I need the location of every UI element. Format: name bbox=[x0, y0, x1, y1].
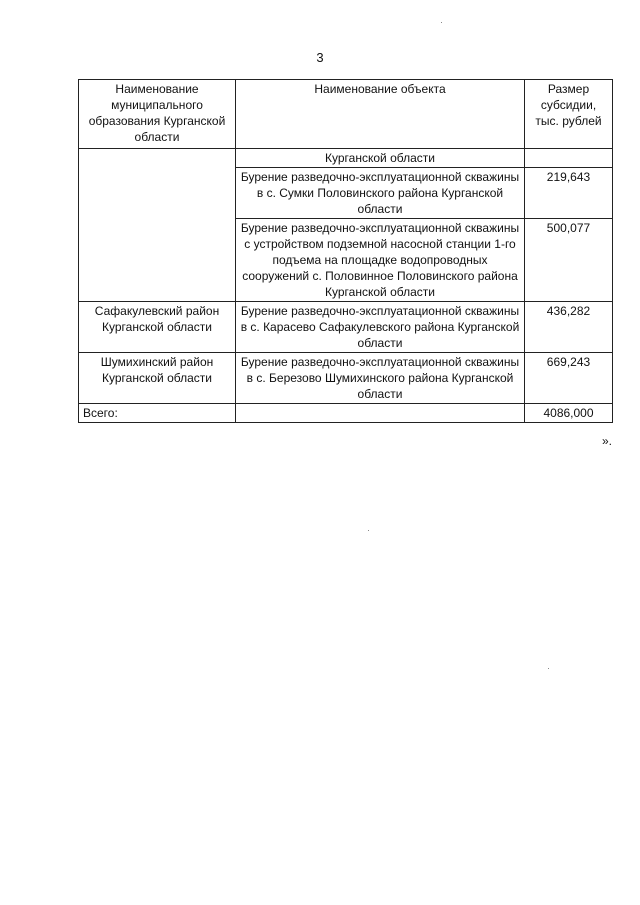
closing-quote-mark: ». bbox=[602, 434, 613, 448]
cell-amount: 669,243 bbox=[525, 353, 613, 404]
cell-amount bbox=[525, 149, 613, 168]
table-row bbox=[79, 353, 613, 404]
scan-speck bbox=[441, 22, 442, 23]
cell-amount: 436,282 bbox=[525, 302, 613, 353]
cell-object: Бурение разведочно-эксплуатационной скважины с устройством подземной насосной станции 1-го подъема на площадке водопроводных сооружений с. Половинное Половинского района Курганской области bbox=[236, 219, 525, 302]
page-number: 3 bbox=[316, 50, 324, 65]
total-object bbox=[236, 404, 525, 423]
cell-municipality: Сафакулевский район Курганской области bbox=[79, 302, 236, 353]
total-amount: 4086,000 bbox=[525, 404, 613, 423]
header-municipality: Наименование муниципального образования Курганской области bbox=[79, 80, 236, 149]
scan-speck bbox=[368, 530, 369, 531]
subsidy-table bbox=[78, 79, 613, 423]
scan-speck bbox=[548, 668, 549, 669]
cell-object: Бурение разведочно-эксплуатационной скважины в с. Сумки Половинского района Курганской области bbox=[236, 168, 525, 219]
cell-object: Бурение разведочно-эксплуатационной скважины в с. Карасево Сафакулевского района Курганской области bbox=[236, 302, 525, 353]
cell-amount: 219,643 bbox=[525, 168, 613, 219]
header-object: Наименование объекта bbox=[236, 80, 525, 149]
total-label: Всего: bbox=[79, 404, 236, 423]
cell-municipality bbox=[79, 149, 236, 302]
cell-object: Бурение разведочно-эксплуатационной скважины в с. Березово Шумихинского района Курганской области bbox=[236, 353, 525, 404]
cell-object: Курганской области bbox=[236, 149, 525, 168]
cell-amount: 500,077 bbox=[525, 219, 613, 302]
header-amount: Размер субсидии, тыс. рублей bbox=[525, 80, 613, 149]
table-row bbox=[79, 149, 613, 168]
table-total-row bbox=[79, 404, 613, 423]
table-header-row bbox=[79, 80, 613, 149]
cell-municipality: Шумихинский район Курганской области bbox=[79, 353, 236, 404]
table-row bbox=[79, 302, 613, 353]
